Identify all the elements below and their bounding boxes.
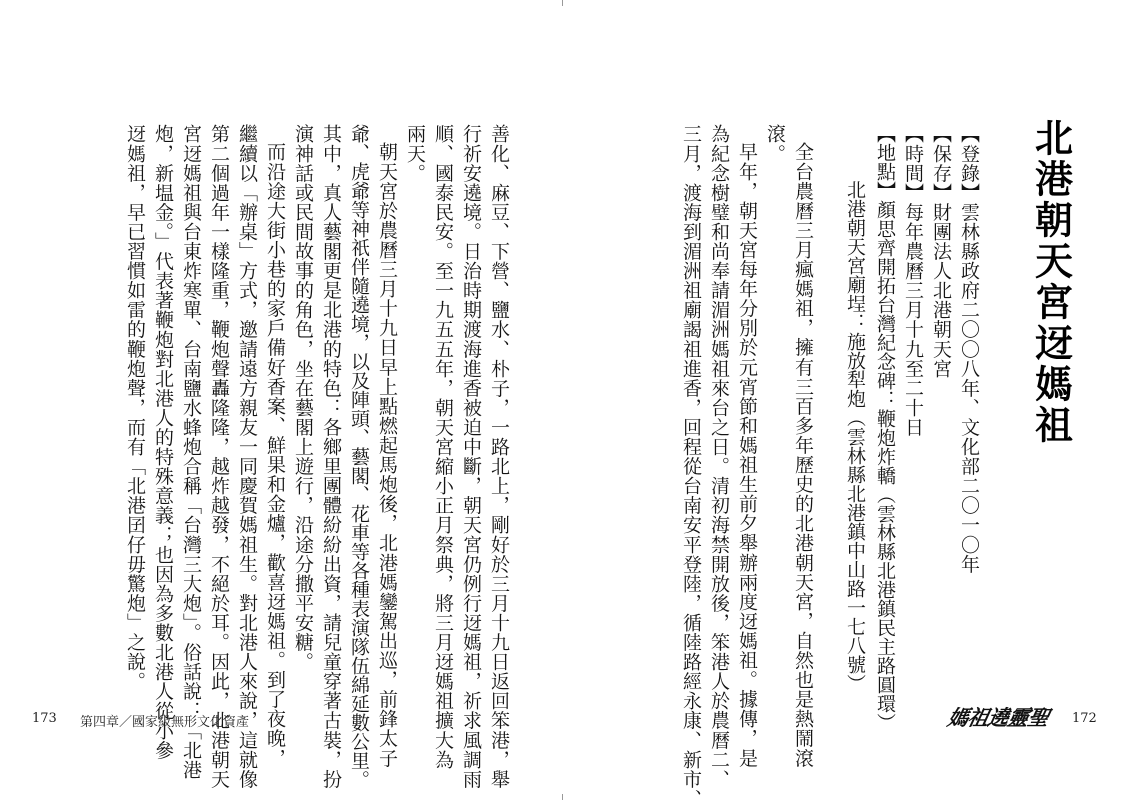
page-title: 北港朝天宮迓媽祖	[1028, 118, 1074, 446]
right-body-line-3: 早年，朝天宮每年分別於元宵節和媽祖生前夕舉辦兩度迓媽祖。據傳，是	[736, 142, 758, 768]
left-body-line-13: 炮，新塭金。」代表著鞭炮對北港人的特殊意義；也因為多數北港人從小參	[152, 124, 174, 760]
left-chapter-title: 第四章／國家級無形文化資產	[80, 715, 250, 730]
right-body-line-2: 滾。	[764, 124, 786, 164]
left-body-line-5: 朝天宮於農曆三月十九日早上點燃起馬炮後，北港媽鑾駕出巡，前鋒太子	[376, 142, 398, 768]
info-registration: 【登錄】雲林縣政府二〇〇八年、文化部二〇一〇年	[958, 124, 980, 574]
right-body-line-4: 為紀念樹璧和尚奉請湄洲媽祖來台之日。清初海禁開放後，笨港人於農曆二、	[708, 124, 730, 789]
right-page-number: 172	[1072, 711, 1097, 726]
info-location-2: 北港朝天宮廟埕：施放犁炮（雲林縣北港鎮中山路一七八號）	[844, 180, 866, 693]
left-body-line-4: 兩天。	[404, 124, 426, 183]
left-body-line-10: 繼續以「辦桌」方式，邀請遠方親友一同慶賀媽祖生。對北港人來說，這就像	[236, 124, 258, 789]
left-body-line-12: 宮迓媽祖與台東炸寒單、台南鹽水蜂炮合稱「台灣三大炮」。俗話說：「北港	[180, 124, 202, 780]
crop-mark-bottom	[562, 794, 563, 800]
left-body-line-9: 而沿途大街小巷的家戶備好香案、鮮果和金爐，歡喜迓媽祖。到了夜晚，	[264, 142, 286, 768]
left-body-line-1: 善化、麻豆、下營、鹽水、朴子，一路北上，剛好於三月十九日返回笨港，舉	[488, 124, 510, 789]
right-body-line-1: 全台農曆三月瘋媽祖，擁有三百多年歷史的北港朝天宮，自然也是熱鬧滾	[792, 142, 814, 768]
series-logo: 媽祖遶靈聖	[945, 705, 1051, 730]
left-body-line-3: 順、國泰民安。至一九五五年，朝天宮縮小正月祭典，將三月迓媽祖擴大為	[432, 124, 454, 770]
left-page-number: 173	[32, 711, 57, 726]
left-body-line-8: 演神話或民間故事的角色，坐在藝閣上遊行，沿途分撒平安糖。	[292, 124, 314, 672]
info-time: 【時間】每年農曆三月十九至二十日	[902, 124, 924, 437]
left-body-line-11: 第二個過年一樣隆重，鞭炮聲轟隆隆，越炸越發，不絕於耳。因此，北港朝天	[208, 124, 230, 789]
info-custodian: 【保存】財團法人北港朝天宮	[930, 124, 952, 379]
info-location: 【地點】顏思齊開拓台灣紀念碑：鞭炮炸轎（雲林縣北港鎮民主路圓環）	[874, 124, 896, 732]
left-body-line-2: 行祈安遶境。日治時期渡海進香被迫中斷，朝天宮仍例行迓媽祖，祈求風調雨	[460, 124, 482, 789]
left-body-line-7: 其中，真人藝閣更是北港的特色：各鄉里團體紛紛出資，請兒童穿著古裝，扮	[320, 124, 342, 789]
right-body-line-5: 三月，渡海到湄洲祖廟謁祖進香，回程從台南安平登陸，循陸路經永康、新市、	[680, 124, 702, 808]
crop-mark-top	[562, 0, 563, 6]
left-body-line-6: 爺、虎爺等神祇伴隨遶境，以及陣頭、藝閣、花車等各種表演隊伍綿延數公里。	[348, 124, 370, 789]
left-body-line-14: 迓媽祖，早已習慣如雷的鞭炮聲，而有「北港囝仔毋驚炮」之說。	[124, 124, 146, 691]
